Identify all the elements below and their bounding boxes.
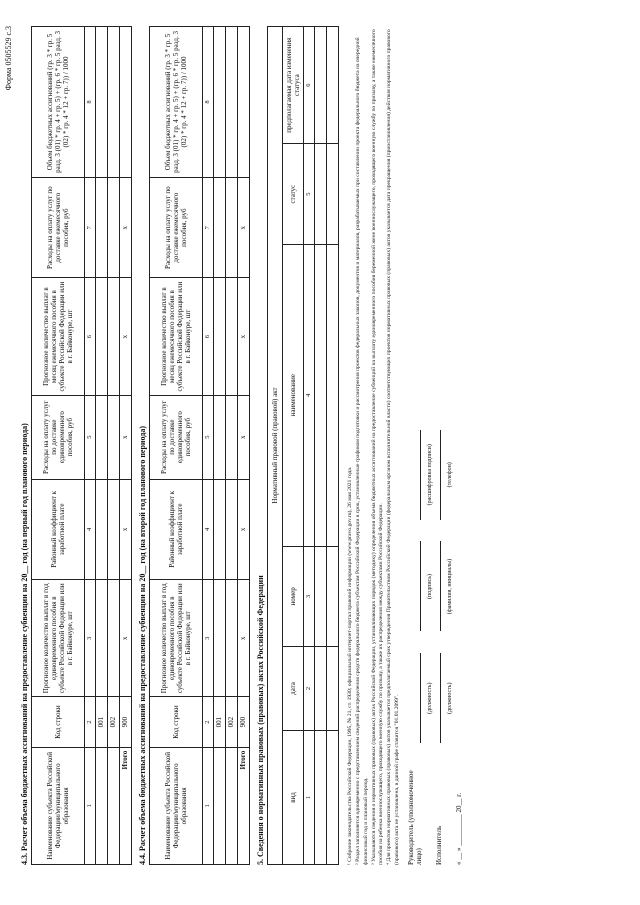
cell-input[interactable] [214, 27, 226, 178]
x-mark: x [238, 479, 250, 580]
exec-position-field[interactable] [440, 653, 441, 743]
column-number: 2 [203, 697, 214, 747]
header-cell: Прогнозное количество выплат в месяц ежемесячного пособия в субъекте Российской Федерации или в г. Байконуре, шт [32, 278, 85, 395]
x-mark: x [120, 479, 132, 580]
column-number: 5 [304, 144, 315, 245]
head-label: Руководитель (уполномоченное лицо) [406, 770, 423, 865]
header-cell: Объем бюджетных ассигнований (гр. 3 * гр. 5 разд. 3 (01) * гр. 4 + гр. 5) + (гр. 6 * гр. 5 разд. 3 (02) * гр. 4 * 12 + гр. 7)) / 1000 [150, 27, 203, 178]
header-cell: предполагаемая дата изменения статуса [283, 27, 304, 144]
x-mark: x [238, 177, 250, 278]
column-number: 8 [203, 27, 214, 178]
header-cell: Районный коэффициент к заработной плате [32, 479, 85, 580]
column-number: 7 [203, 177, 214, 278]
column-number: 4 [304, 244, 315, 546]
column-number: 4 [85, 479, 96, 580]
column-number: 2 [85, 697, 96, 747]
head-captions [425, 26, 433, 865]
cell-input[interactable] [327, 730, 339, 864]
column-number: 1 [203, 747, 214, 864]
cell-input[interactable] [327, 546, 339, 647]
section-5-title: 5. Сведения о нормативных правовых (правовых) актах Российской Федерации [256, 575, 265, 865]
header-cell: Прогнозное количество выплат в месяц ежемесячного пособия в субъекте Российской Федерации или в г. Байконуре, шт [150, 278, 203, 395]
exec-phone-field[interactable] [440, 430, 441, 520]
footnote: ³ Указываются сведения о нормативных правовых (правовых) актах Российской Федерации, устанавливающих порядок (методику) определения объема бюджетных ассигнований на предоставление субвенций на выплату единовременного пособия беременной жене военнослужащего, проходящего военную службу по призыву, а также ежемесячного пособия на ребенка военнослужащего, проходящего военную службу по призыву, а также их распределения между субъектами Российской Федерации. [370, 29, 385, 865]
caption: (должность) [426, 682, 433, 714]
cell-input[interactable] [108, 395, 120, 479]
cell-input[interactable] [315, 546, 327, 647]
cell-input[interactable] [108, 747, 120, 864]
form-code: Форма 0505529 с.3 [4, 26, 13, 91]
header-cell: Расходы на оплату услуг по доставке единовременного пособия, руб [32, 395, 85, 479]
cell-input[interactable] [315, 647, 327, 731]
cell-input[interactable] [214, 747, 226, 864]
x-mark: x [120, 278, 132, 395]
signature-block [407, 26, 463, 865]
cell-input[interactable] [96, 177, 108, 278]
header-cell: дата [283, 647, 304, 731]
x-mark: x [238, 278, 250, 395]
cell-input[interactable] [108, 580, 120, 697]
cell-input[interactable] [214, 395, 226, 479]
column-number: 6 [85, 278, 96, 395]
exec-signature-row [435, 26, 443, 865]
cell-input[interactable] [108, 278, 120, 395]
header-cell: Районный коэффициент к заработной плате [150, 479, 203, 580]
cell-input[interactable] [96, 479, 108, 580]
cell-input[interactable] [315, 27, 327, 144]
row-code: 002 [108, 697, 120, 747]
footnote: ² Раздел заполняется одновременно с представлением сведений распределения средств федерального бюджета субъектам Российской Федерации в срок, установленные графиком подготовки и рассмотрения проектов федеральных законов, документов и материалов, разрабатываемых при составлении проекта федерального бюджета на очередной финансовый год и плановый период. [355, 37, 369, 865]
table-4-4 [149, 26, 250, 865]
caption: (должность) [446, 682, 453, 714]
section-4-4-title: 4.4. Расчет объема бюджетных ассигнований на предоставление субвенции на 20__ год (на второй год планового периода) [138, 425, 147, 865]
cell-input[interactable] [327, 144, 339, 245]
cell-input[interactable] [214, 479, 226, 580]
date-line: « __ » _________ 20__ г. [454, 792, 463, 865]
cell-input[interactable] [96, 580, 108, 697]
cell-input[interactable] [96, 395, 108, 479]
cell-input[interactable] [327, 647, 339, 731]
header-cell: номер [283, 546, 304, 647]
column-number: 3 [203, 580, 214, 697]
column-number-row [203, 27, 214, 865]
table-row [327, 27, 339, 865]
cell-input[interactable] [226, 747, 238, 864]
x-mark: x [120, 177, 132, 278]
table-row [214, 27, 226, 865]
column-number: 7 [85, 177, 96, 278]
table-header-row [283, 27, 304, 865]
header-cell: Расходы на оплату услуг по доставке ежемесячного пособия, руб [150, 177, 203, 278]
row-code: 001 [96, 697, 108, 747]
column-number-row [304, 27, 315, 865]
header-cell: вид [283, 730, 304, 864]
table-5 [267, 26, 339, 865]
caption: (фамилия, инициалы) [446, 558, 453, 615]
table-row [226, 27, 238, 865]
group-header: Нормативный правовой (правовой) акт [268, 27, 283, 865]
header-cell: Прогнозное количество выплат в год единовременного пособия в субъекте Российской Федерации или в г. Байконуре, шт [32, 580, 85, 697]
cell-input[interactable] [226, 479, 238, 580]
x-mark: x [120, 395, 132, 479]
head-signature-row [407, 26, 423, 865]
cell-input[interactable] [108, 177, 120, 278]
column-number: 4 [203, 479, 214, 580]
column-number: 3 [304, 546, 315, 647]
section-4-3-title: 4.3. Расчет объема бюджетных ассигнований на предоставление субвенции на 20__ год (на первый год планового периода) [20, 423, 29, 865]
header-cell: Код строки [32, 697, 85, 747]
x-mark: x [238, 580, 250, 697]
exec-name-field[interactable] [440, 542, 441, 632]
total-code: 900 [120, 697, 132, 747]
cell-input[interactable] [96, 747, 108, 864]
footnote: ¹ Собрание законодательства Российской Федерации, 1995, № 21, ст. 1930; официальный интернет-портал правовой информации (www.pravo.gov.ru), 26 мая 2021 года. [347, 466, 353, 865]
cell-input[interactable] [214, 177, 226, 278]
head-signature-field[interactable] [420, 542, 421, 632]
table-header-row [32, 27, 85, 865]
column-number: 1 [85, 747, 96, 864]
cell-input[interactable] [226, 278, 238, 395]
header-cell: Расходы на оплату услуг по доставке единовременного пособия, руб [150, 395, 203, 479]
head-position-field[interactable] [420, 653, 421, 743]
footnotes [347, 26, 401, 865]
column-number: 5 [85, 395, 96, 479]
table-header-row [150, 27, 203, 865]
caption: (расшифровка подписи) [426, 444, 433, 506]
x-mark: x [238, 395, 250, 479]
header-cell: Наименование субъекта Российской Федерации/муниципального образования [32, 747, 85, 864]
cell-input[interactable] [327, 27, 339, 144]
cell-input[interactable] [315, 144, 327, 245]
column-number: 8 [85, 27, 96, 178]
table-row [108, 27, 120, 865]
exec-captions [445, 26, 453, 865]
table-4-3 [31, 26, 132, 865]
cell-input[interactable] [315, 730, 327, 864]
cell-input[interactable] [226, 27, 238, 178]
header-cell: Расходы на оплату услуг по доставке ежемесячного пособия, руб [32, 177, 85, 278]
header-cell: Прогнозное количество выплат в год единовременного пособия в субъекте Российской Федерации или в г. Байконуре, шт [150, 580, 203, 697]
column-number-row [85, 27, 96, 865]
head-name-field[interactable] [420, 430, 421, 520]
footnote: ⁴ Для проектов нормативных правовых (правовых) актов указывается предполагаемый срок утверждения Правительством Российской Федерации (федеральным органом исполнительной власти) соответствующих проектов нормативных правовых (правовых) актов указывается дата прекращения (приостановления) действия нормативного правового (правового) акта не установлена, в данной графе ставится "01.01.2099". [386, 29, 400, 865]
header-cell: статус [283, 144, 304, 245]
exec-label: Исполнитель [434, 825, 443, 865]
cell-input[interactable] [327, 244, 339, 546]
caption: (телефон) [446, 462, 453, 488]
cell-input[interactable] [238, 27, 250, 178]
header-cell: Код строки [150, 697, 203, 747]
total-row [238, 27, 250, 865]
group-header-row [268, 27, 283, 865]
row-code: 001 [214, 697, 226, 747]
caption: (подпись) [426, 574, 433, 599]
column-number: 6 [203, 278, 214, 395]
cell-input[interactable] [226, 580, 238, 697]
column-number: 3 [85, 580, 96, 697]
cell-input[interactable] [214, 580, 226, 697]
cell-input[interactable] [108, 27, 120, 178]
total-label: Итого [120, 747, 132, 864]
total-code: 900 [238, 697, 250, 747]
column-number: 5 [203, 395, 214, 479]
header-cell: Наименование субъекта Российской Федерации/муниципального образования [150, 747, 203, 864]
cell-input[interactable] [96, 27, 108, 178]
header-cell: Объем бюджетных ассигнований (гр. 3 * гр. 5 разд. 3 (01) * гр. 4 + гр. 5) + (гр. 6 * гр. 5 разд. 3 (02) * гр. 4 * 12 + гр. 7)) / 1000 [32, 27, 85, 178]
table-row [96, 27, 108, 865]
cell-input[interactable] [214, 278, 226, 395]
table-row [315, 27, 327, 865]
column-number: 1 [304, 730, 315, 864]
cell-input[interactable] [120, 27, 132, 178]
x-mark: x [120, 580, 132, 697]
row-code: 002 [226, 697, 238, 747]
cell-input[interactable] [226, 395, 238, 479]
cell-input[interactable] [226, 177, 238, 278]
cell-input[interactable] [96, 278, 108, 395]
column-number: 6 [304, 27, 315, 144]
column-number: 2 [304, 647, 315, 731]
header-cell: наименование [283, 244, 304, 546]
total-label: Итого [238, 747, 250, 864]
cell-input[interactable] [315, 244, 327, 546]
cell-input[interactable] [108, 479, 120, 580]
total-row [120, 27, 132, 865]
